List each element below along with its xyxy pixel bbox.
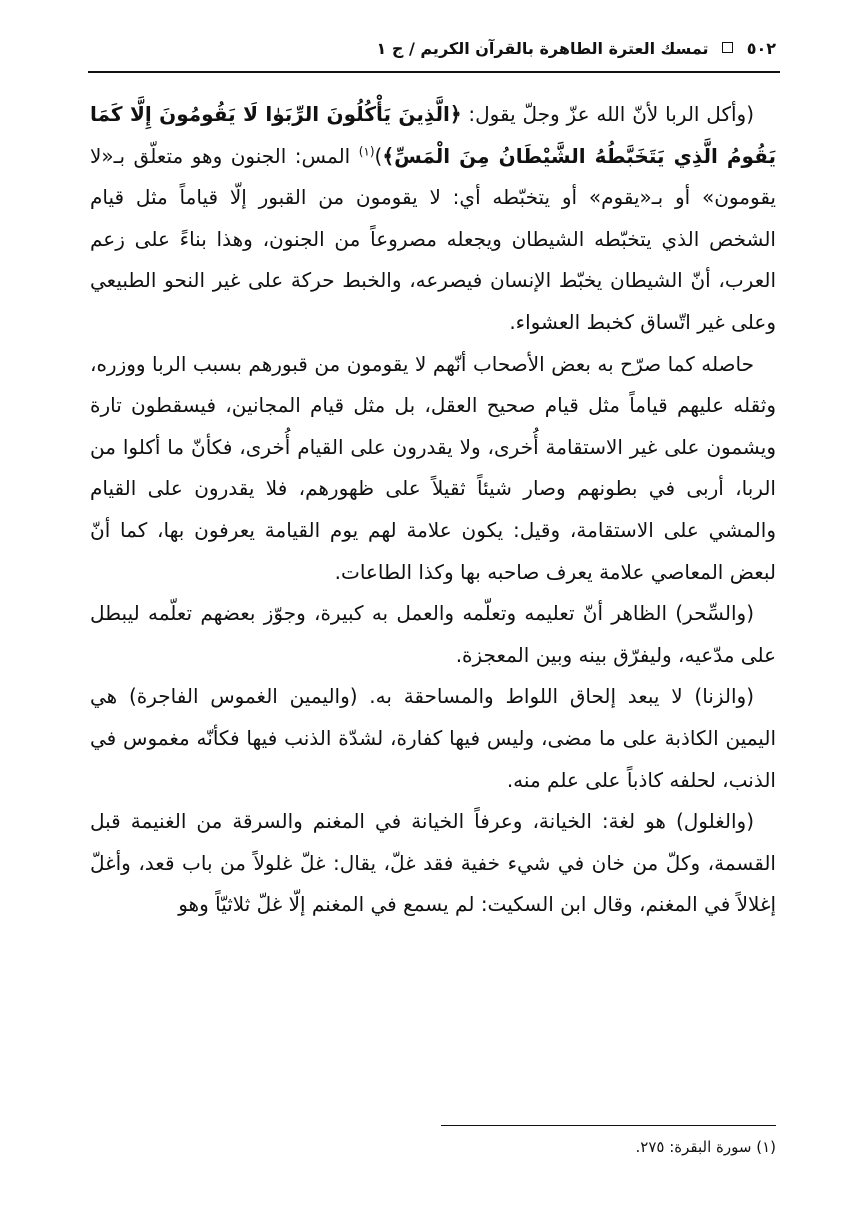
- page-number: ٥٠٢: [746, 39, 776, 58]
- book-title: تمسك العترة الطاهرة بالقرآن الكريم / ج ١: [376, 39, 709, 58]
- quran-verse: ﴿الَّذِينَ يَأْكُلُونَ الرِّبَوٰا لَا يَقُومُونَ إِلَّا كَمَا يَقُومُ الَّذِي يَتَخَبَّطُهُ الشَّيْطَانُ مِنَ الْمَسِّ﴾: [90, 102, 776, 168]
- running-header: [88, 30, 776, 68]
- footnote: (١) سورة البقرة: ٢٧٥.: [635, 1138, 776, 1156]
- paragraph-sihr: (والسِّحر) الظاهر أنّ تعليمه وتعلّمه والعمل به كبيرة، وجوّز بعضهم تعلّمه ليبطل على مدّعيه، وليفرّق بينه وبين المعجزة.: [90, 601, 776, 667]
- paragraph-zina: (والزنا) لا يبعد إلحاق اللواط والمساحقة به. (واليمين الغموس الفاجرة) هي اليمين الكاذبة على ما مضى، وليس فيها كفارة، لشدّة الذنب فيها فكأنّه مغموس في الذنب، لحلفه كاذباً على علم منه.: [90, 684, 776, 792]
- header-rule: [88, 71, 780, 73]
- square-separator-icon: [722, 42, 733, 53]
- paragraph-ghulul: (والغلول) هو لغة: الخيانة، وعرفاً الخيانة في المغنم والسرقة من الغنيمة قبل القسمة، وكلّ من خان في شيء خفية فقد غلّ، يقال: غلّ غلولاً من باب قعد، وأغلّ إغلالاً في المغنم، وقال ابن السكيت: لم يسمع في المغنم إلّا غلّ ثلاثيّاً وهو: [90, 809, 776, 917]
- paragraph-riba-intro: (وأكل الربا لأنّ الله عزّ وجلّ يقول:: [461, 102, 754, 126]
- main-text: [90, 94, 776, 926]
- paragraph-riba-explanation: حاصله كما صرّح به بعض الأصحاب أنّهم لا يقومون من قبورهم بسبب الربا ووزره، وثقله عليهم قياماً مثل قيام صحيح العقل، بل مثل قيام المجانين، فيسقطون تارة ويشمون على غير الاستقامة أُخرى، ولا يقدرون على القيام أُخرى، فكأنّ ما أكلوا من الربا، أربى في بطونهم وصار شيئاً ثقيلاً على ظهورهم، فلا يقدرون على القيام والمشي على الاستقامة، وقيل: يكون علامة لهم يوم القيامة يعرفون بها، كما أنّ لبعض المعاصي علامة يعرف صاحبه بها وكذا الطاعات.: [90, 351, 776, 584]
- footnote-rule: [441, 1125, 776, 1126]
- paragraph-riba-body: المس: الجنون وهو متعلّق بـ«لا يقومون» أو بـ«يقوم» أو يتخبّطه أي: لا يقومون من القبور إلّا قياماً مثل قيام الشخص الذي يتخبّطه الشيطان ويجعله مصروعاً من الجنون، وهذا بناءً على زعم العرب، أنّ الشيطان يخبّط الإنسان فيصرعه، والخبط حركة على غير النحو الطبيعي وعلى غير اتّساق كخبط العشواء.: [90, 143, 776, 334]
- quote-close: ): [374, 143, 383, 168]
- footnote-marker: (١): [358, 143, 375, 158]
- paragraph-riba: [90, 94, 776, 344]
